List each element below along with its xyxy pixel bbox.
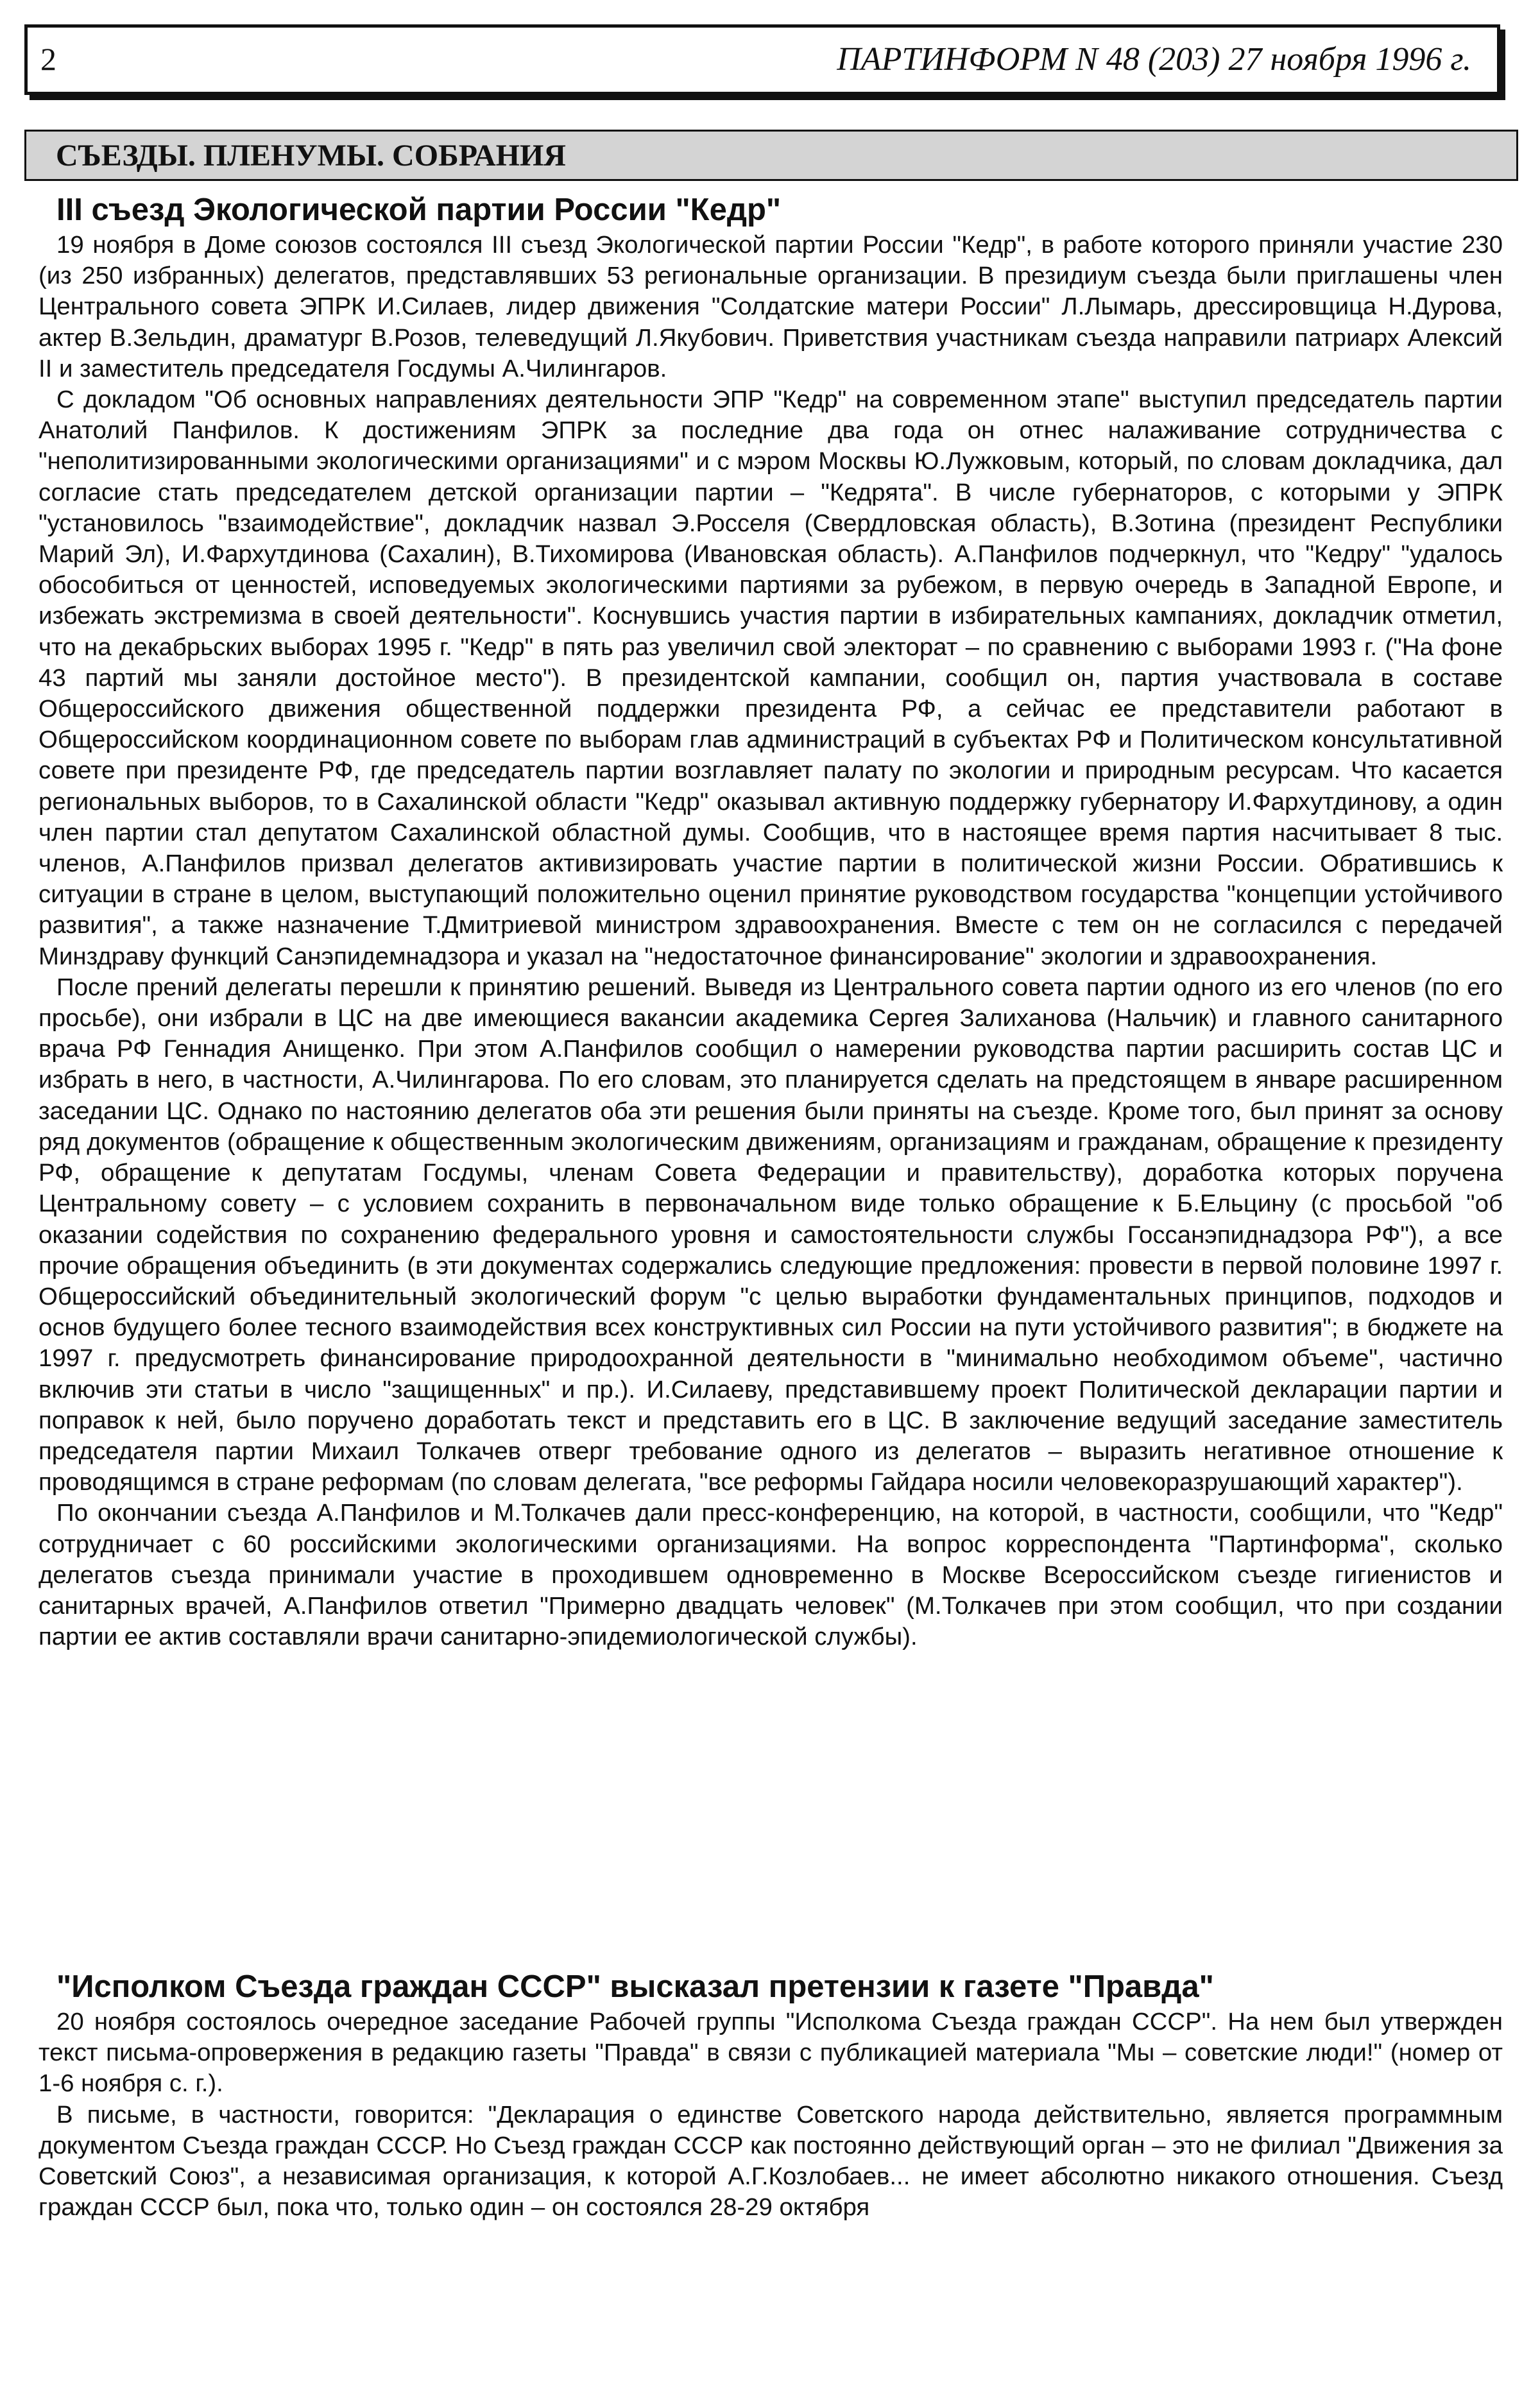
article-paragraph: После прений делегаты перешли к принятию решений. Выведя из Центрального совета партии одного из его членов (по его просьбе), они избрали в ЦС на две имеющиеся вакансии академика Сергея Залиханова (Нальчик) и главного санитарного врача РФ Геннадия Анищенко. При этом А.Панфилов сообщил о намерении руководства партии расширить состав ЦС и избрать в него, в частности, А.Чилингарова. По его словам, это планируется сделать на предстоящем в январе расширенном заседании ЦС. Однако по настоянию делегатов оба эти решения были приняты на съезде. Кроме того, был принят за основу ряд документов (обращение к общественным экологическим движениям, организациям и гражданам, обращение к президенту РФ, обращение к депутатам Госдумы, членам Совета Федерации и правительству), доработка которых поручена Центральному совету – с условием сохранить в первоначальном виде только обращение к Б.Ельцину (с просьбой "об оказании содействия по сохранению федерального уровня и самостоятельности службы Госсанэпиднадзора РФ"), а все прочие обращения объединить (в эти документах содержались следующие предложения: провести в первой половине 1997 г. Общероссийский объединительный экологический форум "с целью выработки фундаментальных принципов, подходов и основ будущего более тесного взаимодействия всех конструктивных сил России на пути устойчивого развития"; в бюджете на 1997 г. предусмотреть финансирование природоохранной деятельности в "минимально необходимом объеме", частично включив эти статьи в число "защищенных" и пр.). И.Силаеву, представившему проект Политической декларации партии и поправок к ней, было поручено доработать текст и представить его в ЦС. В заключение ведущий заседание заместитель председателя партии Михаил Толкачев отверг требование одного из делегатов – выразить негативное отношение к проводящимся в стране реформам (по словам делегата, "все реформы Гайдара носили человекоразрушающий характер"). <box>38 973 1503 1496</box>
publication-title: ПАРТИНФОРМ N 48 (203) 27 ноября 1996 г. <box>837 41 1471 78</box>
section-title: СЪЕЗДЫ. ПЛЕНУМЫ. СОБРАНИЯ <box>56 139 566 173</box>
article-kedr-congress <box>38 190 1503 1652</box>
article-title: "Исполком Съезда граждан СССР" высказал претензии к газете "Правда" <box>56 1969 1214 2004</box>
article-title: III съезд Экологической партии России "Кедр" <box>56 193 782 227</box>
article-ussr-citizens-congress <box>38 1967 1503 2223</box>
article-paragraph: 20 ноября состоялось очередное заседание Рабочей группы "Исполкома Съезда граждан СССР". На нем был утвержден текст письма-опровержения в редакцию газеты "Правда" в связи с публикацией материала "Мы – советские люди!" (номер от 1-6 ноября с. г.). <box>38 2008 1503 2098</box>
page-number: 2 <box>40 41 56 77</box>
article-paragraph: 19 ноября в Доме союзов состоялся III съезд Экологической партии России "Кедр", в работе которого приняли участие 230 (из 250 избранных) делегатов, представлявших 53 региональные организации. В президиум съезда были приглашены член Центрального совета ЭПРК И.Силаев, лидер движения "Солдатские матери России" Л.Лымарь, дрессировщица Н.Дурова, актер В.Зельдин, драматург В.Розов, телеведущий Л.Якубович. Приветствия участникам съезда направили патриарх Алексий II и заместитель председателя Госдумы А.Чилингаров. <box>38 231 1503 382</box>
page-header <box>24 24 1500 95</box>
article-paragraph: С докладом "Об основных направлениях деятельности ЭПР "Кедр" на современном этапе" выступил председатель партии Анатолий Панфилов. К достижениям ЭПРК за последние два года он отнес налаживание сотрудничества с "неполитизированными экологическими организациями" и с мэром Москвы Ю.Лужковым, который, по словам докладчика, дал согласие стать председателем детской организации партии – "Кедрята". В числе губернаторов, с которыми у ЭПРК "установилось "взаимодействие", докладчик назвал Э.Росселя (Свердловская область), В.Зотина (президент Республики Марий Эл), И.Фархутдинова (Сахалин), В.Тихомирова (Ивановская область). А.Панфилов подчеркнул, что "Кедру" "удалось обособиться от ценностей, исповедуемых экологическими партиями за рубежом, в первую очередь в Западной Европе, и избежать экстремизма в своей деятельности". Коснувшись участия партии в избирательных кампаниях, докладчик отметил, что на декабрьских выборах 1995 г. "Кедр" в пять раз увеличил свой электорат – по сравнению с выборами 1993 г. ("На фоне 43 партий мы заняли достойное место"). В президентской кампании, сообщил он, партия участвовала в составе Общероссийского движения общественной поддержки президента РФ, а сейчас ее представители работают в Общероссийском координационном совете по выборам глав администраций в субъектах РФ и Политическом консультативной совете при президенте РФ, где председатель партии возглавляет палату по экологии и природным ресурсам. Что касается региональных выборов, то в Сахалинской области "Кедр" оказывал активную поддержку губернатору И.Фархутдинову, а один член партии стал депутатом Сахалинской областной думы. Сообщив, что в настоящее время партия насчитывает 8 тыс. членов, А.Панфилов призвал делегатов активизировать участие партии в политической жизни России. Обратившись к ситуации в стране в целом, выступающий положительно оценил принятие руководством государства "концепции устойчивого развития", а также назначение Т.Дмитриевой министром здравоохранения. Вместе с тем он не согласился с передачей Минздраву функций Санэпидемнадзора и указал на "недостаточное финансирование" экологии и здравоохранения. <box>38 386 1503 970</box>
article-paragraph: По окончании съезда А.Панфилов и М.Толкачев дали пресс-конференцию, на которой, в частности, сообщили, что "Кедр" сотрудничает с 60 российскими экологическими организациями. На вопрос корреспондента "Партинформа", сколько делегатов съезда принимали участие в проходившем одновременно в Москве Всероссийском съезде гигиенистов и санитарных врачей, А.Панфилов ответил "Примерно двадцать человек" (М.Толкачев при этом сообщил, что при создании партии ее актив составляли врачи санитарно-эпидемиологической службы). <box>38 1499 1503 1651</box>
article-paragraph: В письме, в частности, говорится: "Декларация о единстве Советского народа действительно, является программным документом Съезда граждан СССР. Но Съезд граждан СССР как постоянно действующий орган – это не филиал "Движения за Советский Союз", а независимая организация, к которой А.Г.Козлобаев... не имеет абсолютно никакого отношения. Съезд граждан СССР был, пока что, только один – он состоялся 28-29 октября <box>38 2100 1503 2222</box>
section-heading-bar <box>24 130 1518 181</box>
